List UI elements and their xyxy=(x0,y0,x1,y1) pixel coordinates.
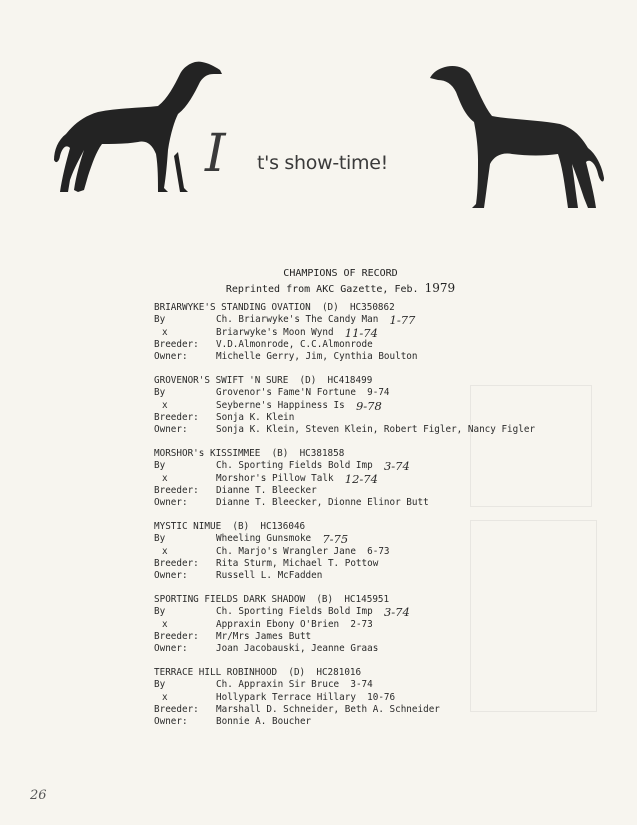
champion-entry xyxy=(154,667,624,728)
dog-sex: (D) xyxy=(288,666,306,678)
breeder-label: Breeder: xyxy=(154,338,199,350)
by-label: By xyxy=(154,460,166,472)
dog-sex: (B) xyxy=(271,447,289,459)
breeder-label: Breeder: xyxy=(154,484,199,496)
breeder-name: Marshall D. Schneider, Beth A. Schneider xyxy=(216,703,440,715)
owner-name: Bonnie A. Boucher xyxy=(216,716,312,728)
sire-row xyxy=(154,606,624,618)
dog-sex: (D) xyxy=(321,302,339,313)
page-number: 26 xyxy=(30,788,47,803)
x-label: x xyxy=(162,399,168,411)
breeder-name: V.D.Almonrode, C.C.Almonrode xyxy=(216,338,373,350)
x-label: x xyxy=(162,545,168,557)
dam-row xyxy=(154,473,624,485)
dog-name: TERRACE HILL ROBINHOOD xyxy=(154,666,278,678)
page-subtitle xyxy=(22,281,637,295)
breeder-name: Dianne T. Bleecker xyxy=(216,484,317,496)
champion-entry xyxy=(154,375,624,436)
x-label: x xyxy=(162,472,168,484)
sire-row xyxy=(154,460,624,472)
champions-list xyxy=(154,302,624,740)
by-label: By xyxy=(154,679,166,691)
entry-header xyxy=(154,667,624,679)
sire-date: 7-75 xyxy=(322,532,349,547)
greyhound-right-illustration xyxy=(428,58,606,218)
dam-date: 6-73 xyxy=(367,545,390,557)
dam-name: Appraxin Ebony O'Brien xyxy=(216,618,340,630)
breeder-row xyxy=(154,631,624,643)
sire-name: Grovenor's Fame'N Fortune xyxy=(216,387,356,399)
dam-name: Morshor's Pillow Talk xyxy=(216,472,334,484)
breeder-row xyxy=(154,485,624,497)
dam-row xyxy=(154,327,624,339)
owner-row xyxy=(154,570,624,582)
breeder-name: Sonja K. Klein xyxy=(216,411,295,423)
sire-row xyxy=(154,679,624,691)
owner-row xyxy=(154,424,624,436)
registration-number: HC136046 xyxy=(260,520,306,532)
owner-label: Owner: xyxy=(154,643,188,655)
owner-label: Owner: xyxy=(154,424,188,436)
sire-name: Ch. Sporting Fields Bold Imp xyxy=(216,460,373,472)
by-label: By xyxy=(154,314,166,326)
dam-row xyxy=(154,546,624,558)
sire-date: 3-74 xyxy=(350,679,373,691)
dam-date: 9-78 xyxy=(355,398,382,413)
dam-date: 2-73 xyxy=(350,618,373,630)
dog-name: SPORTING FIELDS DARK SHADOW xyxy=(154,593,306,605)
breeder-name: Mr/Mrs James Butt xyxy=(216,630,312,642)
x-label: x xyxy=(162,691,168,703)
dam-row xyxy=(154,619,624,631)
dog-name: MYSTIC NIMUE xyxy=(154,520,222,532)
registration-number: HC145951 xyxy=(344,593,390,605)
owner-row xyxy=(154,351,624,363)
dam-name: Ch. Marjo's Wrangler Jane xyxy=(216,545,356,557)
registration-number: HC350862 xyxy=(349,302,395,313)
owner-row xyxy=(154,643,624,655)
sire-name: Ch. Appraxin Sir Bruce xyxy=(216,679,340,691)
sire-date: 1-77 xyxy=(389,313,416,328)
sire-name: Wheeling Gunsmoke xyxy=(216,533,312,545)
champion-entry xyxy=(154,594,624,655)
dam-date: 10-76 xyxy=(367,691,396,703)
owner-label: Owner: xyxy=(154,716,188,728)
dam-name: Briarwyke's Moon Wynd xyxy=(216,326,334,338)
owner-name: Dianne T. Bleecker, Dionne Elinor Butt xyxy=(216,497,429,509)
sire-date: 3-74 xyxy=(383,459,410,474)
dog-name: BRIARWYKE'S STANDING OVATION xyxy=(154,302,311,313)
dog-sex: (D) xyxy=(299,374,317,386)
champion-entry xyxy=(154,302,624,363)
owner-label: Owner: xyxy=(154,351,188,363)
entry-header xyxy=(154,302,624,314)
by-label: By xyxy=(154,606,166,618)
x-label: x xyxy=(162,326,168,338)
breeder-row xyxy=(154,412,624,424)
banner-text: t's show-time! xyxy=(257,152,388,174)
by-label: By xyxy=(154,533,166,545)
sire-date: 3-74 xyxy=(383,605,410,620)
owner-name: Russell L. McFadden xyxy=(216,570,323,582)
by-label: By xyxy=(154,387,166,399)
champion-entry xyxy=(154,448,624,509)
dam-row xyxy=(154,400,624,412)
registration-number: HC418499 xyxy=(327,374,373,386)
champion-entry xyxy=(154,521,624,582)
sire-row xyxy=(154,314,624,326)
owner-label: Owner: xyxy=(154,570,188,582)
entry-header xyxy=(154,375,624,387)
breeder-name: Rita Sturm, Michael T. Pottow xyxy=(216,557,379,569)
owner-row xyxy=(154,497,624,509)
entry-header xyxy=(154,521,624,533)
dog-name: GROVENOR'S SWIFT 'N SURE xyxy=(154,374,289,386)
breeder-label: Breeder: xyxy=(154,557,199,569)
sire-date: 9-74 xyxy=(367,387,390,399)
x-label: x xyxy=(162,618,168,630)
breeder-row xyxy=(154,339,624,351)
dog-sex: (B) xyxy=(316,593,334,605)
owner-name: Sonja K. Klein, Steven Klein, Robert Figler, Nancy Figler xyxy=(216,424,536,436)
owner-row xyxy=(154,716,624,728)
greyhound-left-illustration xyxy=(38,52,228,202)
breeder-label: Breeder: xyxy=(154,703,199,715)
dam-row xyxy=(154,692,624,704)
subtitle-text: Reprinted from AKC Gazette, Feb. xyxy=(225,284,419,295)
breeder-label: Breeder: xyxy=(154,411,199,423)
page-title: CHAMPIONS OF RECORD xyxy=(283,268,398,279)
showtime-banner xyxy=(205,124,435,190)
dam-name: Seyberne's Happiness Is xyxy=(216,399,345,411)
sire-name: Ch. Briarwyke's The Candy Man xyxy=(216,314,379,326)
sire-row xyxy=(154,533,624,545)
sire-row xyxy=(154,387,624,399)
breeder-row xyxy=(154,558,624,570)
sire-name: Ch. Sporting Fields Bold Imp xyxy=(216,606,373,618)
registration-number: HC281016 xyxy=(316,666,362,678)
dam-date: 11-74 xyxy=(344,325,378,340)
dog-name: MORSHOR's KISSIMMEE xyxy=(154,447,261,459)
breeder-label: Breeder: xyxy=(154,630,199,642)
registration-number: HC381858 xyxy=(299,447,345,459)
dam-date: 12-74 xyxy=(344,471,378,486)
owner-name: Michelle Gerry, Jim, Cynthia Boulton xyxy=(216,351,418,363)
owner-name: Joan Jacobauski, Jeanne Graas xyxy=(216,643,379,655)
subtitle-year: 1979 xyxy=(424,281,456,295)
dog-sex: (B) xyxy=(232,520,250,532)
breeder-row xyxy=(154,704,624,716)
dam-name: Hollypark Terrace Hillary xyxy=(216,691,356,703)
banner-script-letter: I xyxy=(205,124,226,184)
owner-label: Owner: xyxy=(154,497,188,509)
